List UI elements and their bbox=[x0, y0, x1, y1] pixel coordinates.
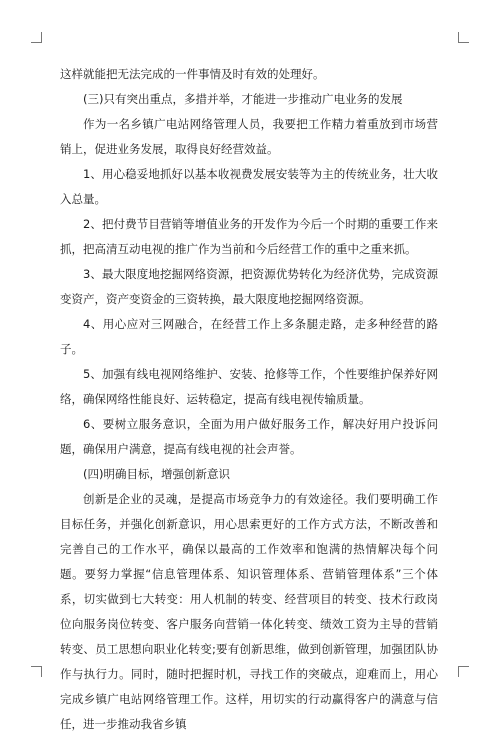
paragraph-continuation: 这样就能把无法完成的一件事情及时有效的处理好。 bbox=[60, 67, 325, 81]
crop-mark-top-left bbox=[31, 32, 42, 43]
list-item-4: 4、用心应对三网融合，在经营工作上多条腿走路，走多种经营的路子。 bbox=[60, 317, 438, 356]
paragraph-intro: 作为一名乡镇广电站网络管理人员，我要把工作精力着重放到市场营销上，促进业务发展，取得良好经营效益。 bbox=[60, 117, 438, 156]
crop-mark-bottom-left bbox=[31, 666, 42, 677]
list-item-2: 2、把付费节目营销等增值业务的开发作为今后一个时期的重要工作来抓，把高清互动电视的推广作为当前和今后经营工作的重中之重来抓。 bbox=[60, 217, 438, 256]
list-item-5: 5、加强有线电视网络维护、安装、抢修等工作，个性要维护保养好网络，确保网络性能良好、运转稳定，提高有线电视传输质量。 bbox=[60, 367, 438, 406]
crop-mark-bottom-right bbox=[458, 666, 469, 677]
crop-mark-top-right bbox=[458, 32, 469, 43]
list-item-6: 6、要树立服务意识，全面为用户做好服务工作，解决好用户投诉问题，确保用户满意，提高有线电视的社会声誉。 bbox=[60, 417, 438, 456]
list-item-1: 1、用心稳妥地抓好以基本收视费发展安装等为主的传统业务，壮大收入总量。 bbox=[60, 167, 438, 206]
paragraph-innovation: 创新是企业的灵魂，是提高市场竞争力的有效途径。我们要明确工作目标任务，并强化创新意识，用心思索更好的工作方式方法，不断改善和完善自己的工作水平，确保以最高的工作效率和饱满的热情解决每个问题。要努力掌握“信息管理体系、知识管理体系、营销管理体系”三个体系，切实做到七大转变：用人机制的转变、经营项目的转变、技术行政岗位向服务岗位转变、客户服务向营销一体化转变、绩效工资为主导的营销转变、员工思想向职业化转变;要有创新思维，做到创新管理，加强团队协作与执行力。同时，随时把握时机，寻找工作的突破点，迎难而上，用心完成乡镇广电站网络管理工作。这样，用切实的行动赢得客户的满意与信任，进一步推动我省乡镇 bbox=[60, 492, 438, 731]
section-heading-4: (四)明确目标，增强创新意识 bbox=[83, 467, 230, 481]
section-heading-3: (三)只有突出重点，多措并举，才能进一步推动广电业务的发展 bbox=[83, 92, 403, 106]
document-body bbox=[60, 62, 438, 737]
list-item-3: 3、最大限度地挖掘网络资源，把资源优势转化为经济优势，完成资源变资产，资产变资金的三资转换，最大限度地挖掘网络资源。 bbox=[60, 267, 438, 306]
